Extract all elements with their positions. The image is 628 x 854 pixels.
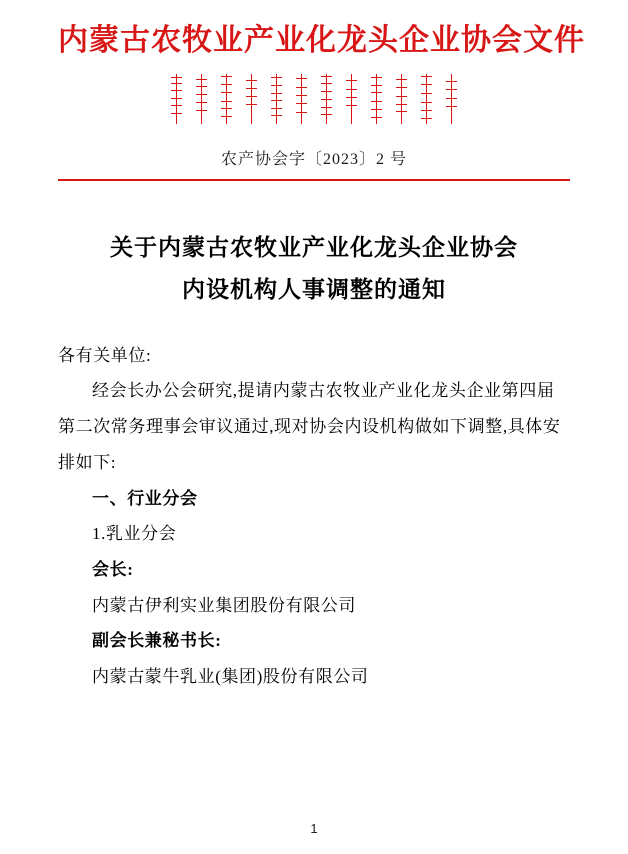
red-divider-rule [58, 179, 570, 181]
page-title-line-2: 内设机构人事调整的通知 [182, 277, 446, 303]
mongolian-column [446, 74, 457, 124]
org-name-vice-chairman: 内蒙古蒙牛乳业(集团)股份有限公司 [92, 666, 369, 686]
mongolian-column [246, 74, 257, 124]
mongolian-column [321, 74, 332, 124]
document-number-row [58, 146, 570, 169]
page-title-line-1: 关于内蒙古农牧业产业化龙头企业协会 [110, 234, 518, 260]
mongolian-column [371, 74, 382, 124]
mongolian-column [271, 74, 282, 124]
mongolian-column [221, 74, 232, 124]
mongolian-column [346, 74, 357, 124]
salutation: 各有关单位: [58, 345, 152, 365]
letterhead-title: 内蒙古农牧业产业化龙头企业协会文件 [58, 24, 585, 57]
list-item-1: 1.乳业分会 [92, 524, 177, 544]
letterhead [58, 0, 585, 126]
section-heading-1: 一、行业分会 [92, 488, 198, 508]
document-number: 农产协会字〔2023〕2 号 [220, 150, 407, 168]
mongolian-column [196, 74, 207, 124]
document-body [58, 338, 570, 695]
role-label-chairman: 会长: [92, 559, 134, 579]
mongolian-column [171, 74, 182, 124]
mongolian-column [421, 74, 432, 124]
body-paragraph-1: 经会长办公会研究,提请内蒙古农牧业产业化龙头企业第四届第二次常务理事会审议通过,现对协会内设机构做如下调整,具体安排如下: [58, 381, 561, 472]
page-title [58, 227, 570, 312]
mongolian-script-banner [58, 74, 570, 126]
org-name-chairman: 内蒙古伊利实业集团股份有限公司 [92, 595, 356, 615]
mongolian-column [396, 74, 407, 124]
page-number: 1 [310, 821, 318, 836]
role-label-vice-chairman: 副会长兼秘书长: [92, 631, 222, 651]
mongolian-column [296, 74, 307, 124]
